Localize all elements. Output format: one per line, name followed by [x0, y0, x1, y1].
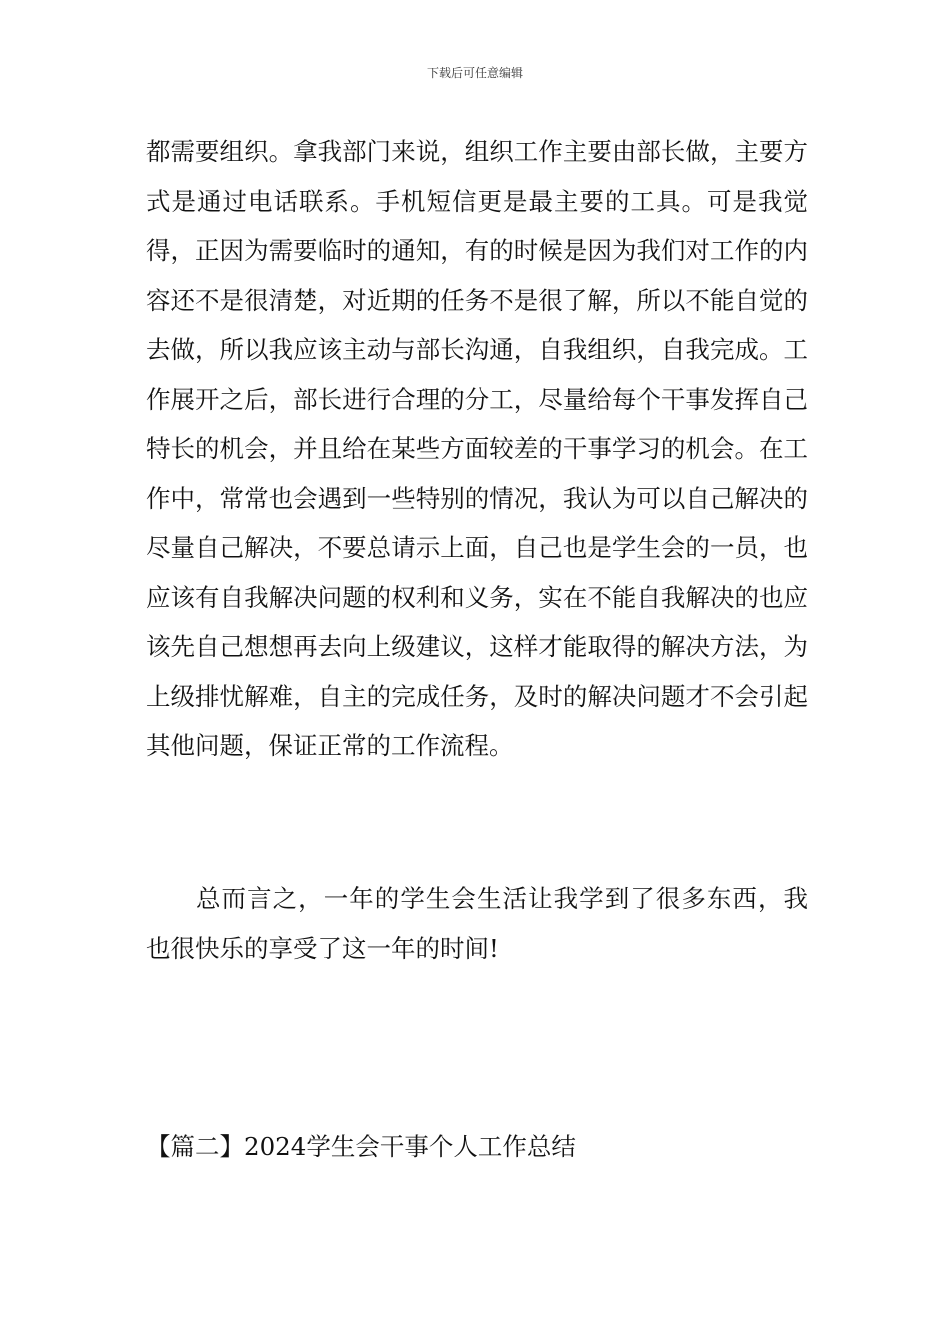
section-title: 【篇二】2024学生会干事个人工作总结	[146, 1132, 576, 1161]
body-paragraph-1: 都需要组织。拿我部门来说，组织工作主要由部长做，主要方式是通过电话联系。手机短信更是最主要的工具。可是我觉得，正因为需要临时的通知，有的时候是因为我们对工作的内容还不是很清楚，对近期的任务不是很了解，所以不能自觉的去做，所以我应该主动与部长沟通，自我组织，自我完成。工作展开之后，部长进行合理的分工，尽量给每个干事发挥自己特长的机会，并且给在某些方面较差的干事学习的机会。在工作中，常常也会遇到一些特别的情况，我认为可以自己解决的尽量自己解决，不要总请示上面，自己也是学生会的一员，也应该有自我解决问题的权利和义务，实在不能自我解决的也应该先自己想想再去向上级建议，这样才能取得的解决方法，为上级排忧解难，自主的完成任务，及时的解决问题才不会引起其他问题，保证正常的工作流程。	[146, 137, 808, 760]
header-note: 下载后可任意编辑	[426, 66, 523, 80]
body-paragraph-2: 总而言之，一年的学生会生活让我学到了很多东西，我也很快乐的享受了这一年的时间!	[146, 884, 808, 963]
